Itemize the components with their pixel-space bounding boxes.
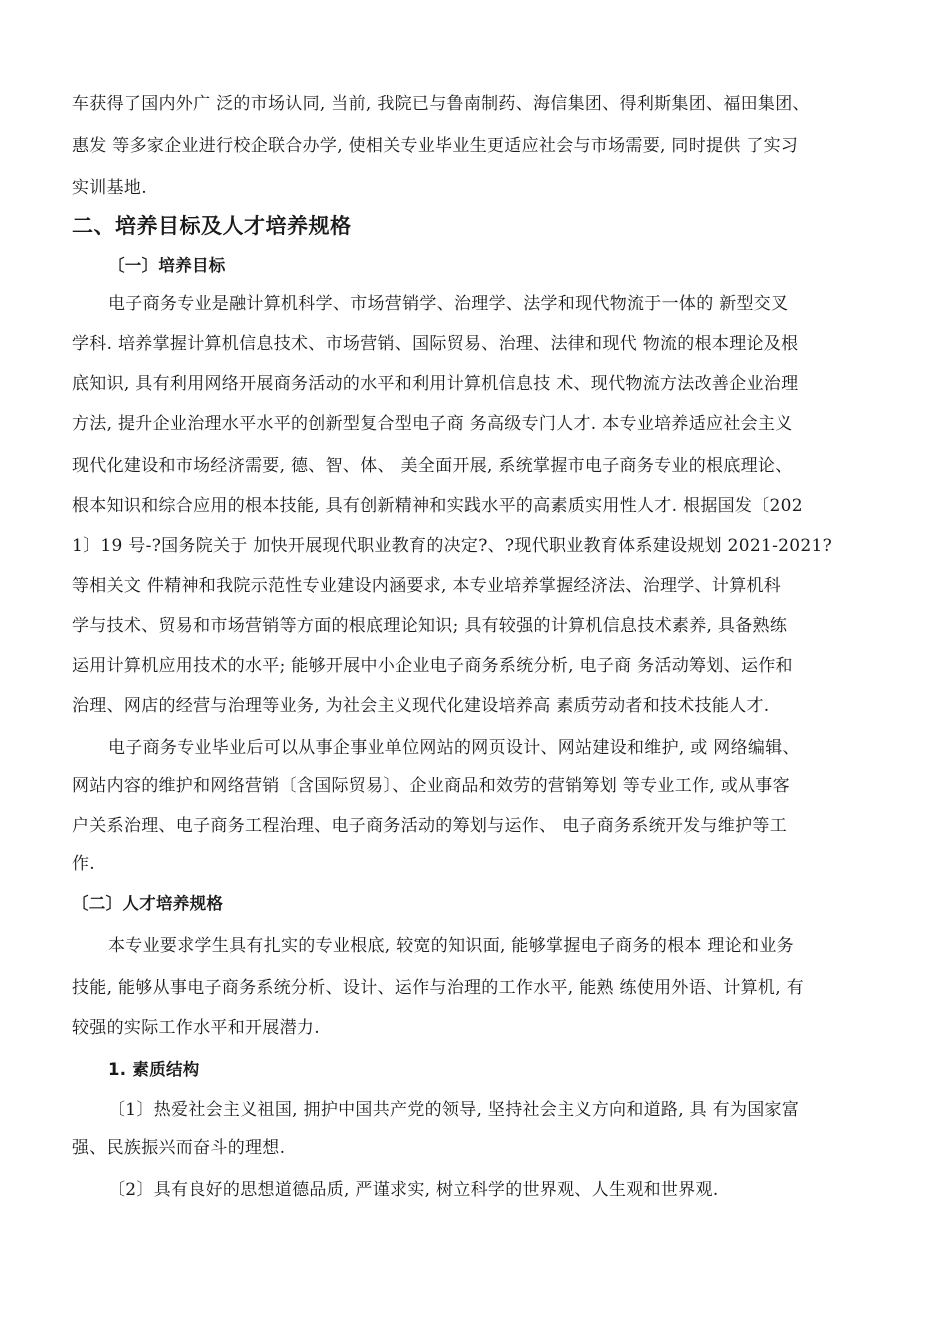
goals-para2-line-3: 户关系治理、电子商务工程治理、电子商务活动的筹划与运作、 电子商务系统开发与维护等工 (72, 816, 788, 836)
goals-para2-line-1: 电子商务专业毕业后可以从事企事业单位网站的网页设计、网站建设和维护, 或 网络编辑、 (108, 738, 800, 758)
quality-point-1-line-2: 强、民族振兴而奋斗的理想. (72, 1138, 286, 1158)
goals-para1-line-1: 电子商务专业是融计算机科学、市场营销学、治理学、法学和现代物流于一体的 新型交叉 (108, 294, 789, 314)
goals-para1-line-6: 根本知识和综合应用的根本技能, 具有创新精神和实践水平的高素质实用性人才. 根据国发〔202 (72, 496, 803, 516)
intro-line-3: 实训基地. (72, 178, 147, 198)
goals-para1-line-3: 底知识, 具有利用网络开展商务活动的水平和利用计算机信息技 术、现代物流方法改善企业治理 (72, 374, 799, 394)
quality-point-2: 〔2〕具有良好的思想道德品质, 严谨求实, 树立科学的世界观、人生观和世界观. (108, 1180, 719, 1200)
quality-point-1-line-1: 〔1〕热爱社会主义祖国, 拥护中国共产党的领导, 坚持社会主义方向和道路, 具 有为国家富 (108, 1100, 800, 1120)
goals-para1-line-5: 现代化建设和市场经济需要, 德、智、体、 美全面开展, 系统掌握市电子商务专业的根底理论、 (72, 456, 793, 476)
goals-para1-line-10: 运用计算机应用技术的水平; 能够开展中小企业电子商务系统分析, 电子商 务活动筹划、运作和 (72, 656, 793, 676)
goals-para1-line-11: 治理、网店的经营与治理等业务, 为社会主义现代化建设培养高 素质劳动者和技术技能人才. (72, 696, 770, 716)
goals-para2-line-4: 作. (72, 854, 96, 874)
goals-para1-line-2: 学科. 培养掌握计算机信息技术、市场营销、国际贸易、治理、法律和现代 物流的根本理论及根 (72, 334, 799, 354)
subsection-heading-goals: 〔一〕培养目标 (108, 256, 226, 275)
intro-line-1: 车获得了国内外广 泛的市场认同, 当前, 我院已与鲁南制药、海信集团、得利斯集团、福田集团、 (72, 94, 810, 114)
goals-para1-line-8: 等相关文 件精神和我院示范性专业建设内涵要求, 本专业培养掌握经济法、治理学、计算机科 (72, 576, 782, 596)
specs-para1-line-2: 技能, 能够从事电子商务系统分析、设计、运作与治理的工作水平, 能熟 练使用外语、计算机, 有 (72, 978, 804, 998)
goals-para1-line-9: 学与技术、贸易和市场营销等方面的根底理论知识; 具有较强的计算机信息技术素养, 具备熟练 (72, 616, 788, 636)
specs-para1-line-3: 较强的实际工作水平和开展潜力. (72, 1018, 320, 1038)
specs-para1-line-1: 本专业要求学生具有扎实的专业根底, 较宽的知识面, 能够掌握电子商务的根本 理论和业务 (108, 936, 794, 956)
goals-para2-line-2: 网站内容的维护和网络营销〔含国际贸易〕、企业商品和效劳的营销筹划 等专业工作, 或从事客 (72, 776, 790, 796)
goals-para1-line-7: 1〕19 号-?国务院关于 加快开展现代职业教育的决定?、?现代职业教育体系建设规划 2021-2021? (72, 536, 833, 556)
intro-line-2: 惠发 等多家企业进行校企联合办学, 使相关专业毕业生更适应社会与市场需要, 同时提供 了实习 (72, 136, 799, 156)
item-heading-quality-structure: 1. 素质结构 (108, 1060, 200, 1079)
subsection-heading-specs: 〔二〕人才培养规格 (72, 894, 224, 913)
goals-para1-line-4: 方法, 提升企业治理水平水平的创新型复合型电子商 务高级专门人才. 本专业培养适应社会主义 (72, 414, 793, 434)
section-heading: 二、培养目标及人才培养规格 (72, 214, 352, 238)
